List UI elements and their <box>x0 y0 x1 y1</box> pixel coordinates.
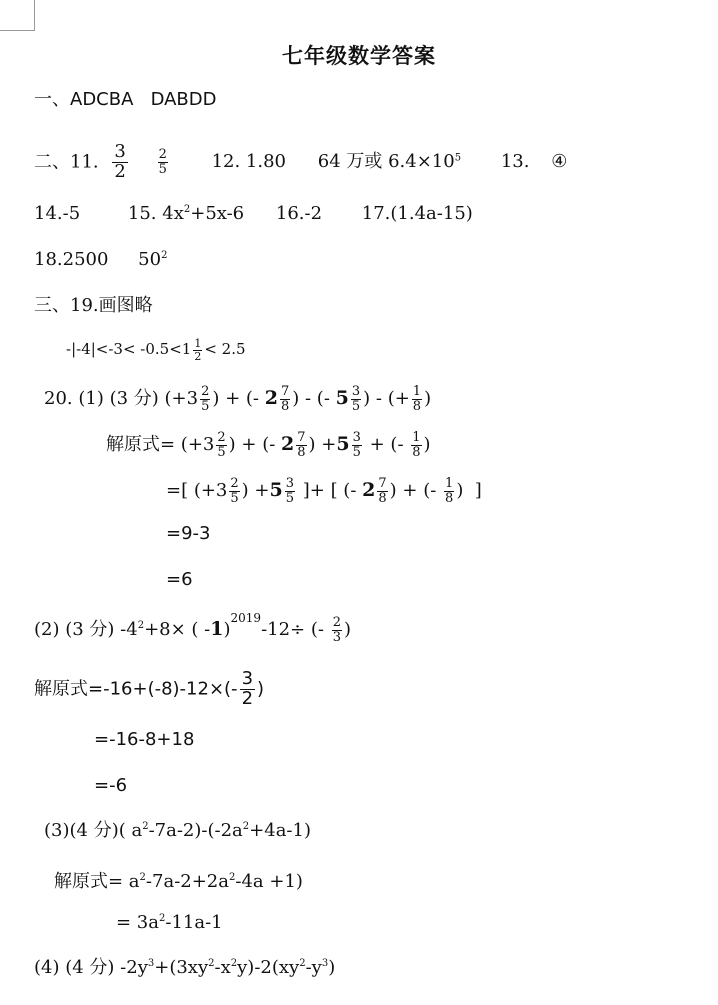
fraction-1-2: $\frac{1}{2}$ <box>194 337 202 363</box>
q13-label: 13. <box>500 151 530 173</box>
q17-answer: 17.(1.4a-15) <box>361 203 473 224</box>
q20-2-problem: (2) (3 分) $-4^2+8\times$ ( -1)$^{2019}$-12÷ (- $\frac{2}{3}$ ) <box>34 611 351 645</box>
q20-1-solution-step-3: =9-3 <box>166 523 211 544</box>
page-title: 七年级数学答案 <box>282 44 436 68</box>
section-3-line: 三、19.画图略 <box>34 295 153 316</box>
q13-answer: ④ <box>551 151 568 173</box>
q12-exponent: 5 <box>454 152 462 164</box>
q20-2-solution-step-1: 解原式=-16+(-8)-12×(- $\frac{3}{2}$ ) <box>34 668 265 709</box>
q20-3-problem: (3)(4 分)( $a^2-7a-2)-(-2a^2+4a-1)$ <box>44 820 311 841</box>
q20-4-problem: (4) (4 分) $-2y^3+(3xy^2-x^2y)-2(xy^2-y^3)$ <box>34 957 336 978</box>
q18-answer-b: $50^2$ <box>138 249 168 270</box>
q20-1-solution-step-2: =[ (+3 $\frac{2}{5}$ ) +5 $\frac{3}{5}$ ]+ [ (- 2 $\frac{7}{8}$ ) + (- $\frac{1}{8}$ ) ] <box>166 476 482 506</box>
q12-answer-b: 64 万或 6.4×10 <box>317 151 455 173</box>
fraction-2-5: $\frac{2}{5}$ <box>158 147 167 177</box>
q20-1-problem: 20. (1) (3 分) (+3 $\frac{2}{5}$ ) + (- 2 $\frac{7}{8}$ ) - (- 5 $\frac{3}{5}$ ) - (+ $\frac{1}{8}$ ) <box>44 384 432 414</box>
section-1-label: 一、 <box>34 89 70 110</box>
section-1-line <box>34 89 217 111</box>
q20-1-solution-step-4: =6 <box>166 569 193 590</box>
q20-1-solution-step-1: 解原式= (+3 $\frac{2}{5}$ ) + (- 2 $\frac{7}{8}$ ) +5 $\frac{3}{5}$ + (- $\frac{1}{8}$ ) <box>106 430 431 460</box>
q16-answer: 16.-2 <box>275 203 323 224</box>
q19-inequality: -|-4|<-3< -0.5<1 $\frac{1}{2}$ < 2.5 <box>66 337 246 363</box>
row-18 <box>34 249 167 271</box>
row-14-17 <box>34 203 473 225</box>
q20-2-solution-step-3: =-6 <box>94 775 128 796</box>
q20-3-solution-step-2: = $3a^2-11a-1$ <box>116 912 223 933</box>
q20-3-solution-step-1: 解原式= $a^2-7a-2+2a^2-4a +1$) <box>54 871 303 892</box>
q18-answer: 18.2500 <box>34 249 109 270</box>
section-2-label: 二、11. <box>34 151 99 173</box>
q12-answer: 12. 1.80 <box>211 151 287 173</box>
q20-2-solution-step-2: =-16-8+18 <box>94 729 195 750</box>
page-corner-mark <box>0 0 35 31</box>
q14-answer: 14.-5 <box>34 203 81 224</box>
section-1-answers: ADCBA DABDD <box>70 89 217 110</box>
q15-answer: 15. $4x^2+5x-6$ <box>127 203 245 224</box>
section-2-line <box>34 143 567 182</box>
fraction-3-2: $\frac{3}{2}$ <box>114 141 126 182</box>
